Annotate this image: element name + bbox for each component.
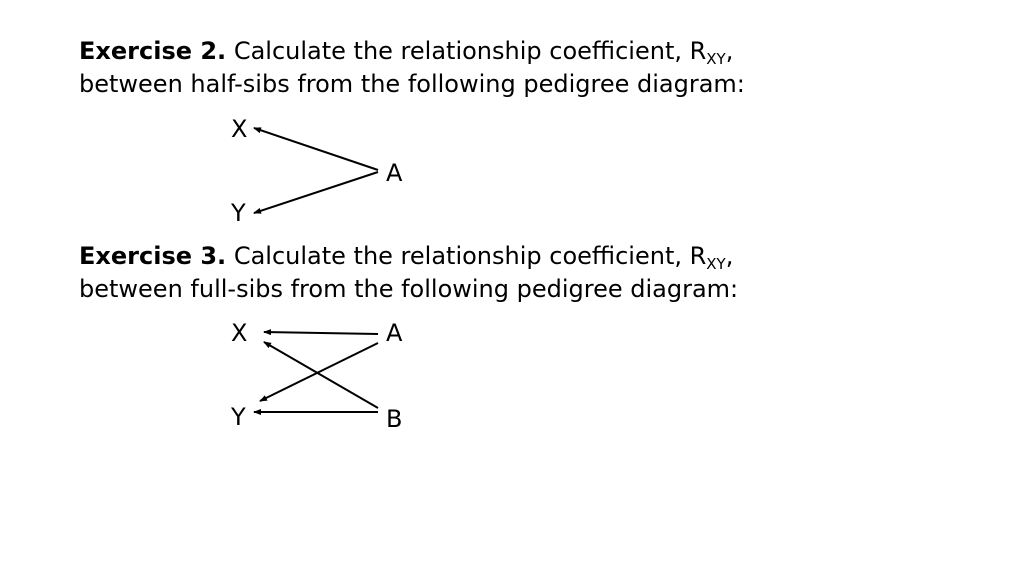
- half-sib-pedigree: [230, 115, 403, 227]
- exercise-3-line-1: [79, 240, 738, 273]
- exercise-2-heading: Exercise 2.: [79, 37, 227, 65]
- exercise-3-comma: ,: [725, 242, 734, 270]
- node-a: A: [386, 159, 403, 187]
- exercise-3-subscript: XY: [706, 255, 726, 273]
- node-y: Y: [231, 199, 246, 227]
- arrow-a-to-x: [254, 128, 378, 170]
- exercise-3-line-2: between full-sibs from the following pedigree diagram:: [79, 275, 739, 303]
- node-x: X: [231, 319, 248, 347]
- arrow-a-to-x: [264, 332, 378, 334]
- exercise-2-text: [79, 35, 745, 101]
- arrow-a-to-y: [260, 343, 378, 401]
- arrow-b-to-x: [264, 342, 378, 408]
- exercise-2-line-2: between half-sibs from the following pedigree diagram:: [79, 70, 745, 98]
- exercise-3-text: [79, 240, 738, 306]
- full-sib-pedigree: [230, 319, 403, 433]
- arrow-a-to-y: [254, 172, 378, 213]
- exercise-3-heading: Exercise 3.: [79, 242, 227, 270]
- node-y: Y: [231, 403, 246, 431]
- node-a: A: [386, 319, 403, 347]
- node-b: B: [386, 405, 403, 433]
- exercise-2-subscript: XY: [706, 50, 726, 68]
- exercise-3-question: Calculate the relationship coefficient, R: [226, 242, 707, 270]
- exercise-2-question: Calculate the relationship coefficient, R: [226, 37, 707, 65]
- exercise-2-comma: ,: [725, 37, 734, 65]
- exercise-2-line-1: [79, 35, 745, 68]
- node-x: X: [231, 115, 248, 143]
